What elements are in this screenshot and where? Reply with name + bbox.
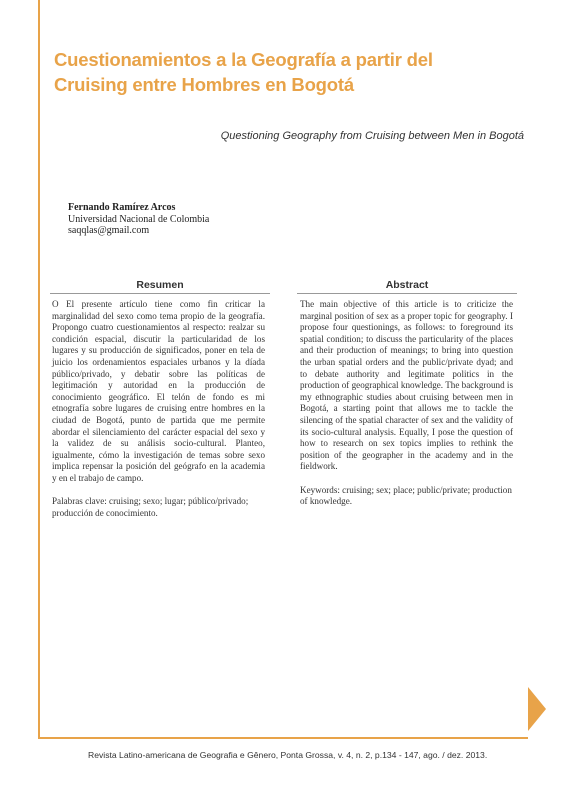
author-name: Fernando Ramírez Arcos xyxy=(68,202,176,213)
abstract-divider xyxy=(297,293,517,294)
resumen-divider xyxy=(50,293,270,294)
abstract-body: The main objective of this article is to criticize the marginal position of sex as a proper topic for geography. I propose four questionings, as follows: to foreground its spatial condition; to discuss the particularity of the places and their production of meanings; to bring into question the urban spatial orders and the public/private dyad; and to debate authority and legitimate politics in the production of geographical knowledge. The background is my ethnographic studies about cruising between men in Bogotá, a starting point that allows me to tackle the silencing of the spatial character of sex and the validity of its socio-cultural analysis. Equally, I pose the question of how to research on sex topics implies to rethink the position of the geographer in the academy and in the fieldwork. xyxy=(300,299,513,472)
english-title: Questioning Geography from Cruising between Men in Bogotá xyxy=(220,130,524,142)
abstract-column xyxy=(300,299,513,519)
author-block xyxy=(68,202,209,237)
resumen-keywords: Palabras clave: cruising; sexo; lugar; público/privado; producción de conocimiento. xyxy=(52,496,249,518)
journal-footer: Revista Latino-americana de Geografia e Gênero, Ponta Grossa, v. 4, n. 2, p.134 - 147, ago. / dez. 2013. xyxy=(88,750,488,760)
bottom-border-line xyxy=(38,737,528,739)
left-border-line xyxy=(38,0,40,738)
article-title xyxy=(54,47,524,97)
resumen-body: O El presente artículo tiene como fin criticar la marginalidad del sexo como tema propio de la geografía. Propongo cuatro cuestionamientos al respecto: realzar su condición espacial, discutir la particularidad de los lugares y su producción de significados, poner en tela de juicio los ordenamientos espaciales urbanos y la díada público/privado, y debatir sobre las políticas de legitimación y autoridad en la producción de conocimiento geográfico. El telón de fondo es mi etnografía sobre lugares de cruising entre hombres en la ciudad de Bogotá, punto de partida que me permite abordar el silenciamiento del carácter espacial del sexo y la validez de su análisis socio-cultural. Planteo, igualmente, cómo la investigación de temas sobre sexo implica repensar la posición del geógrafo en la academia y en el trabajo de campo. xyxy=(52,299,265,483)
abstract-keywords: Keywords: cruising; sex; place; public/private; production of knowledge. xyxy=(300,484,512,507)
next-page-arrow-icon[interactable] xyxy=(528,687,546,731)
resumen-column xyxy=(52,299,265,531)
abstract-heading: Abstract xyxy=(385,279,429,291)
author-email[interactable]: saqqlas@gmail.com xyxy=(68,225,150,236)
author-affiliation: Universidad Nacional de Colombia xyxy=(68,213,210,225)
title-line-2: Cruising entre Hombres en Bogotá xyxy=(54,74,354,95)
resumen-heading: Resumen xyxy=(136,279,184,291)
title-line-1: Cuestionamientos a la Geografía a partir del xyxy=(54,49,433,70)
